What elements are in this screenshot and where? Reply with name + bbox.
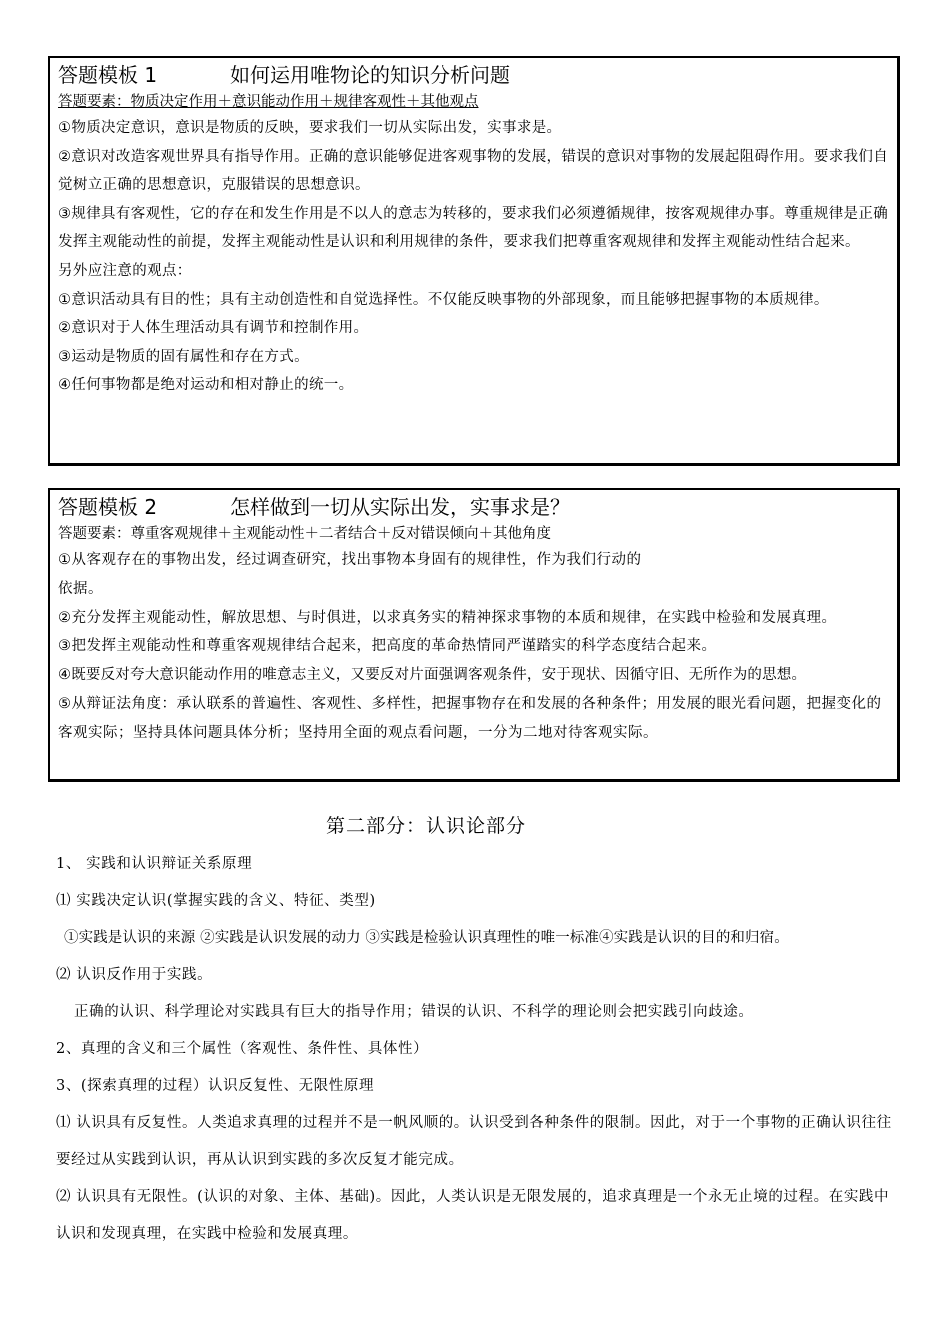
section-title: 第二部分：认识论部分: [325, 815, 526, 837]
point-paragraph: ③运动是物质的固有属性和存在方式。: [58, 348, 309, 365]
point-paragraph: ④任何事物都是绝对运动和相对静止的统一。: [58, 377, 354, 394]
subtopic-heading: ⑴ 实践决定认识(掌握实践的含义、特征、类型): [56, 893, 376, 909]
part-two-section: [56, 806, 916, 1253]
subtopic-points: ①实践是认识的来源 ②实践是认识发展的动力 ③实践是检验认识真理性的唯一标准④实践是认识的目的和归宿。: [64, 930, 789, 946]
topic-heading: 1、 实践和认识辩证关系原理: [56, 856, 253, 872]
answer-elements: 答题要素：尊重客观规律＋主观能动性＋二者结合＋反对错误倾向＋其他角度: [58, 526, 551, 542]
subtopic-heading: ⑵ 认识反作用于实践。: [56, 967, 213, 983]
point-paragraph: ④既要反对夸大意识能动作用的唯意志主义，又要反对片面强调客观条件，安于现状、因循守旧、无所作为的思想。: [58, 667, 807, 684]
point-paragraph-continued: 依据。: [58, 580, 103, 597]
template-box-2: [48, 488, 900, 782]
point-paragraph: ①物质决定意识，意识是物质的反映，要求我们一切从实际出发，实事求是。: [58, 120, 562, 136]
answer-elements: 答题要素：物质决定作用＋意识能动作用＋规律客观性＋其他观点: [58, 94, 479, 110]
subheading: 另外应注意的观点：: [58, 262, 192, 279]
point-paragraph: ①意识活动具有目的性；具有主动创造性和自觉选择性。不仅能反映事物的外部现象，而且能够把握事物的本质规律。: [58, 291, 829, 308]
point-paragraph: ⑤从辩证法角度：承认联系的普遍性、客观性、多样性，把握事物存在和发展的各种条件；用发展的眼光看问题，把握变化的客观实际；坚持具体问题具体分析；坚持用全面的观点看问题，一分为二地对待客观实际。: [58, 695, 882, 741]
topic-heading: 2、真理的含义和三个属性（客观性、条件性、具体性）: [56, 1041, 429, 1057]
template-box-1: [48, 56, 900, 466]
template-question: 如何运用唯物论的知识分析问题: [230, 63, 510, 87]
subtopic-text: 正确的认识、科学理论对实践具有巨大的指导作用；错误的认识、不科学的理论则会把实践引向歧途。: [74, 1004, 754, 1020]
point-paragraph: ②意识对改造客观世界具有指导作用。正确的意识能够促进客观事物的发展，错误的意识对事物的发展起阻碍作用。要求我们自觉树立正确的思想意识，克服错误的思想意识。: [58, 148, 889, 194]
box-title: [58, 60, 891, 90]
topic-heading: 3、(探索真理的过程）认识反复性、无限性原理: [56, 1078, 375, 1094]
box-title: [58, 492, 891, 522]
point-paragraph: ②意识对于人体生理活动具有调节和控制作用。: [58, 320, 369, 337]
subtopic-text: ⑴ 认识具有反复性。人类追求真理的过程并不是一帆风顺的。认识受到各种条件的限制。因此，对于一个事物的正确认识往往要经过从实践到认识，再从认识到实践的多次反复才能完成。: [56, 1115, 892, 1168]
template-number: 答题模板 2: [58, 495, 158, 519]
point-paragraph: ③规律具有客观性，它的存在和发生作用是不以人的意志为转移的，要求我们必须遵循规律，按客观规律办事。尊重规律是正确发挥主观能动性的前提，发挥主观能动性是认识和利用规律的条件，要求我们把尊重客观规律和发挥主观能动性结合起来。: [58, 205, 889, 251]
subtopic-text: ⑵ 认识具有无限性。(认识的对象、主体、基础)。因此，人类认识是无限发展的，追求真理是一个永无止境的过程。在实践中认识和发现真理，在实践中检验和发展真理。: [56, 1189, 890, 1242]
point-paragraph: ③把发挥主观能动性和尊重客观规律结合起来，把高度的革命热情同严谨踏实的科学态度结合起来。: [58, 638, 717, 655]
point-paragraph: ②充分发挥主观能动性，解放思想、与时俱进，以求真务实的精神探求事物的本质和规律，在实践中检验和发展真理。: [58, 609, 837, 626]
template-question: 怎样做到一切从实际出发，实事求是？: [230, 495, 570, 519]
point-paragraph: ①从客观存在的事物出发，经过调查研究，找出事物本身固有的规律性，作为我们行动的: [58, 552, 642, 568]
template-number: 答题模板 1: [58, 63, 158, 87]
